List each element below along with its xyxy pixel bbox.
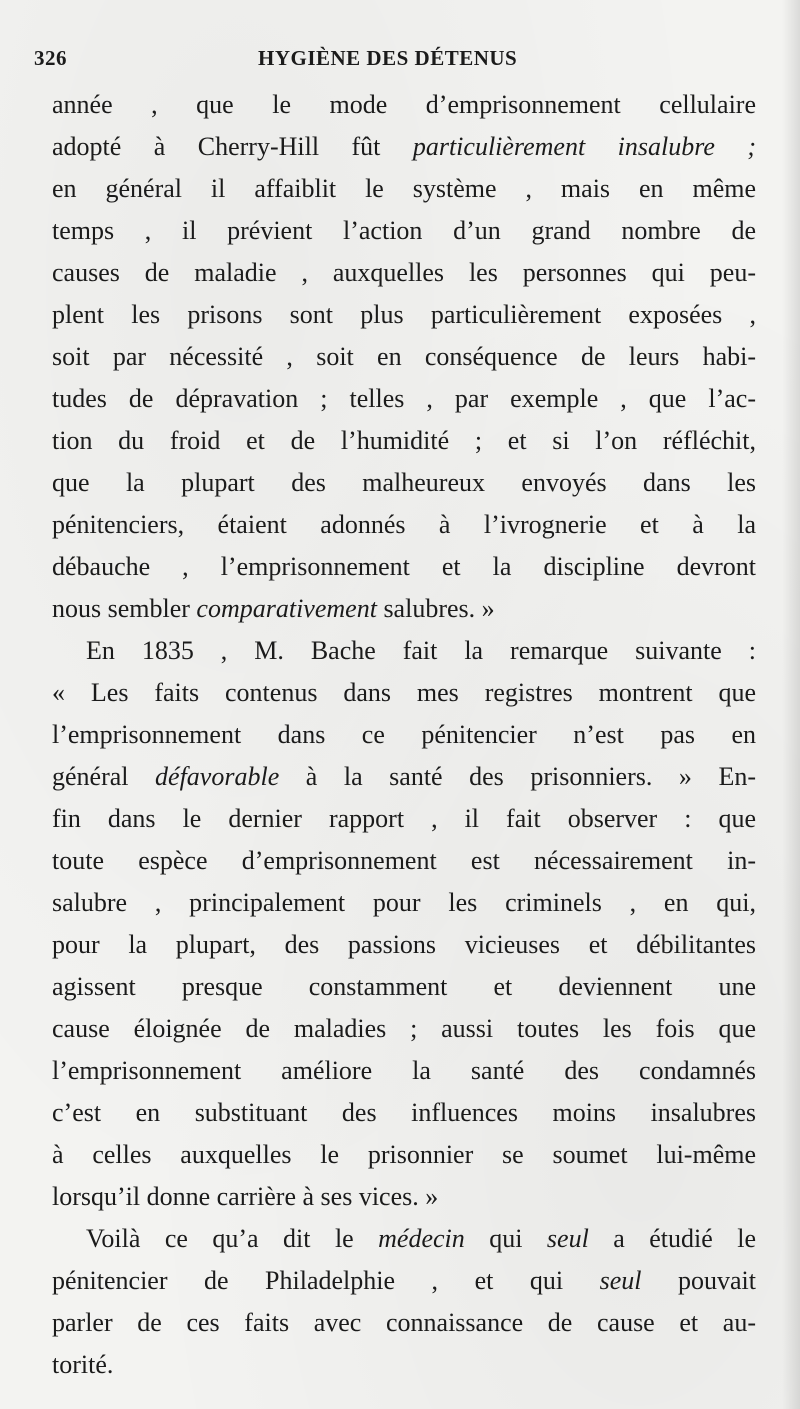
text-run: a étudié le: [588, 1224, 756, 1253]
text-run: nous sembler: [52, 594, 197, 623]
page-number: 326: [34, 46, 67, 70]
text-run: fin dans le dernier rapport , il fait observer : que: [52, 804, 756, 833]
text-run: cause éloignée de maladies ; aussi toutes les fois que: [52, 1014, 756, 1043]
text-line: [52, 630, 756, 672]
italic-text-run: seul: [599, 1266, 642, 1295]
text-run: c’est en substituant des influences moins insalubres: [52, 1098, 756, 1127]
text-line: [52, 378, 756, 420]
text-line: [52, 924, 756, 966]
text-run: temps , il prévient l’action d’un grand nombre de: [52, 216, 756, 245]
text-line: [52, 1218, 756, 1260]
text-run: adopté à Cherry-Hill fût: [52, 132, 413, 161]
text-run: toute espèce d’emprisonnement est nécessairement in-: [52, 846, 756, 875]
text-line: [52, 336, 756, 378]
text-line: [52, 462, 756, 504]
text-run: pouvait: [641, 1266, 756, 1295]
text-run: tion du froid et de l’humidité ; et si l’on réfléchit,: [52, 426, 756, 455]
text-run: pénitencier de Philadelphie , et qui: [52, 1266, 600, 1295]
italic-text-run: comparativement: [196, 594, 377, 623]
text-run: à celles auxquelles le prisonnier se soumet lui-même: [52, 1140, 756, 1169]
text-line: [52, 1344, 756, 1386]
text-line: [52, 714, 756, 756]
text-line: [52, 504, 756, 546]
text-line: [52, 1302, 756, 1344]
text-run: soit par nécessité , soit en conséquence de leurs habi-: [52, 342, 756, 371]
text-line: [52, 756, 756, 798]
text-line: [52, 882, 756, 924]
running-head: [34, 40, 756, 84]
text-run: que la plupart des malheureux envoyés dans les: [52, 468, 756, 497]
text-run: l’emprisonnement améliore la santé des condamnés: [52, 1056, 756, 1085]
text-run: salubres. »: [376, 594, 495, 623]
text-run: qui: [464, 1224, 547, 1253]
text-line: [52, 840, 756, 882]
text-run: En 1835 , M. Bache fait la remarque suivante :: [86, 636, 756, 665]
text-line: [52, 1008, 756, 1050]
text-line: [52, 84, 756, 126]
text-run: Voilà ce qu’a dit le: [86, 1224, 379, 1253]
text-run: général: [52, 762, 156, 791]
text-run: pénitenciers, étaient adonnés à l’ivrognerie et à la: [52, 510, 756, 539]
text-line: [52, 210, 756, 252]
text-line: [52, 294, 756, 336]
text-run: parler de ces faits avec connaissance de cause et au-: [52, 1308, 756, 1337]
text-line: [52, 1260, 756, 1302]
text-run: plent les prisons sont plus particulièrement exposées ,: [52, 300, 756, 329]
text-line: [52, 126, 756, 168]
text-run: « Les faits contenus dans mes registres montrent que: [52, 678, 756, 707]
text-run: pour la plupart, des passions vicieuses et débilitantes: [52, 930, 756, 959]
text-line: [52, 1134, 756, 1176]
text-run: l’emprisonnement dans ce pénitencier n’est pas en: [52, 720, 756, 749]
text-line: [52, 588, 756, 630]
body-text: [52, 84, 756, 1386]
italic-text-run: médecin: [378, 1224, 465, 1253]
text-line: [52, 1050, 756, 1092]
text-run: causes de maladie , auxquelles les personnes qui peu-: [52, 258, 756, 287]
text-line: [52, 168, 756, 210]
text-line: [52, 252, 756, 294]
text-run: débauche , l’emprisonnement et la discipline devront: [52, 552, 756, 581]
text-line: [52, 420, 756, 462]
text-run: année , que le mode d’emprisonnement cellulaire: [52, 90, 756, 119]
text-run: salubre , principalement pour les criminels , en qui,: [52, 888, 756, 917]
text-line: [52, 1176, 756, 1218]
text-run: torité.: [52, 1350, 114, 1379]
text-line: [52, 966, 756, 1008]
text-run: en général il affaiblit le système , mais en même: [52, 174, 756, 203]
italic-text-run: seul: [546, 1224, 589, 1253]
page-edge-shadow: [782, 0, 800, 1409]
italic-text-run: défavorable: [155, 762, 280, 791]
text-line: [52, 546, 756, 588]
text-run: agissent presque constamment et deviennent une: [52, 972, 756, 1001]
text-run: lorsqu’il donne carrière à ses vices. »: [52, 1182, 439, 1211]
text-run: tudes de dépravation ; telles , par exemple , que l’ac-: [52, 384, 756, 413]
text-line: [52, 798, 756, 840]
running-title: HYGIÈNE DES DÉTENUS: [258, 46, 518, 70]
text-line: [52, 1092, 756, 1134]
text-line: [52, 672, 756, 714]
italic-text-run: particulièrement insalubre ;: [412, 132, 756, 161]
text-run: à la santé des prisonniers. » En-: [279, 762, 756, 791]
